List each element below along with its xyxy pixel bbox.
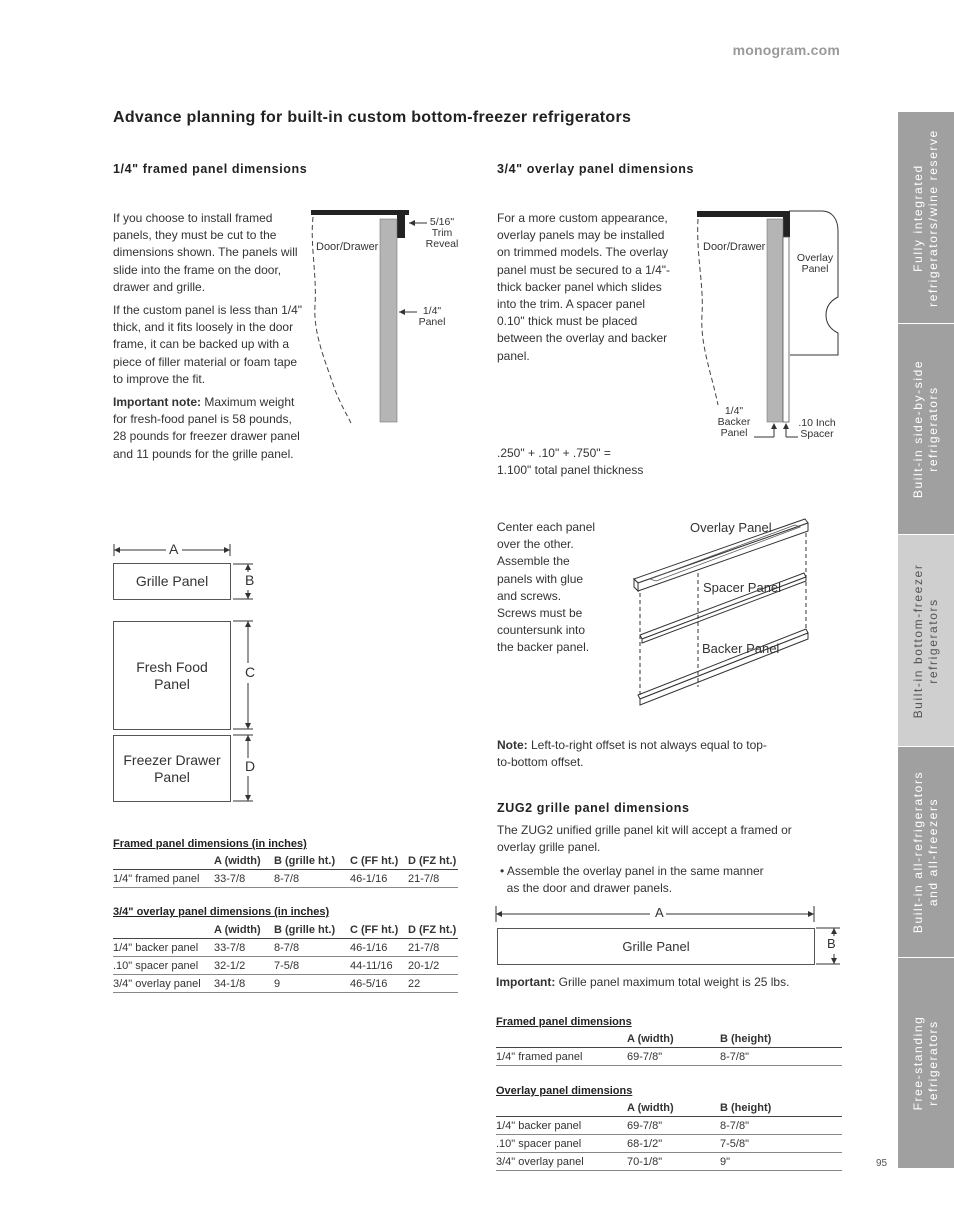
note-text: Left-to-right offset is not always equal to top-to-bottom offset. [497, 738, 767, 770]
framed-text [113, 210, 303, 469]
table-header-cell: A (width) [627, 1030, 720, 1048]
table-cell: 32-1/2 [214, 957, 274, 975]
zug2-paragraph: The ZUG2 unified grille panel kit will accept a framed or overlay grille panel. [497, 823, 792, 855]
dimension-c-label: C [245, 664, 256, 680]
table-row [496, 1048, 842, 1066]
table-row [496, 1117, 842, 1135]
page-title: Advance planning for built-in custom bottom-freezer refrigerators [113, 109, 632, 126]
important-label: Important: [496, 975, 556, 989]
page-number: 95 [876, 1158, 888, 1169]
grille-panel-box: Grille Panel [113, 563, 231, 600]
table-cell: 33-7/8 [214, 870, 274, 888]
tab-label: Built-in side-by-side refrigerators [911, 359, 940, 499]
tab-fully-integrated[interactable] [898, 112, 954, 324]
table-header-cell [496, 1099, 627, 1117]
table-header-cell [113, 921, 214, 939]
table-cell: 1/4" framed panel [496, 1048, 627, 1066]
table-row [113, 870, 458, 888]
important-note-text: Maximum weight for fresh-food panel is 58 pounds, 28 pounds for freezer drawer panel and 11 pounds for the grille panel. [113, 395, 300, 461]
table-cell: 9" [720, 1153, 842, 1171]
tab-free-standing[interactable] [898, 958, 954, 1169]
table-row [113, 975, 458, 993]
overlay-paragraph: For a more custom appearance, overlay panels may be installed on trimmed models. The overlay panel must be secured to a 1/4"-thick backer panel which slides into the trim. A spacer panel 0.10" thick must be placed between the overlay and backer panel. [497, 211, 671, 363]
note-label: Note: [497, 738, 528, 752]
table-header-cell: A (width) [627, 1099, 720, 1117]
overlay-door-drawer-label: Door/Drawer [703, 241, 766, 253]
overlay-heading: 3/4" overlay panel dimensions [497, 162, 695, 176]
dimension-a-label: A [169, 541, 179, 557]
table-cell: 8-7/8 [274, 870, 350, 888]
zug2-grille-panel-box: Grille Panel [497, 928, 815, 965]
tab-label: Fully integrated refrigerators/wine reserve [911, 128, 940, 307]
overlay-panel-label: Overlay Panel [796, 252, 834, 275]
site-url[interactable]: monogram.com [732, 42, 840, 58]
table-cell: 9 [274, 975, 350, 993]
spacer-label: .10 Inch Spacer [798, 417, 836, 440]
table-header-cell: D (FZ ht.) [408, 921, 458, 939]
dimension-d-label: D [245, 758, 256, 774]
table-cell: 46-5/16 [350, 975, 408, 993]
table-header-cell: D (FZ ht.) [408, 852, 458, 870]
table-row [113, 939, 458, 957]
table-header-cell: B (grille ht.) [274, 852, 350, 870]
framed-paragraph-2: If the custom panel is less than 1/4" thick, and it fits loosely in the door frame, it can be backed up with a piece of filler material or foam tape to improve the fit. [113, 303, 303, 386]
table-cell: .10" spacer panel [113, 957, 214, 975]
framed-paragraph-3 [113, 394, 303, 463]
tab-side-by-side[interactable] [898, 324, 954, 535]
tab-label: Built-in all-refrigerators and all-freezers [911, 770, 940, 934]
table-cell: 46-1/16 [350, 939, 408, 957]
table-cell: 3/4" overlay panel [496, 1153, 627, 1171]
table-row [496, 1135, 842, 1153]
table-cell: 7-5/8" [720, 1135, 842, 1153]
table-cell: 8-7/8" [720, 1117, 842, 1135]
framed-table-caption: Framed panel dimensions (in inches) [113, 838, 307, 850]
tab-label: Built-in bottom-freezer refrigerators [911, 563, 940, 718]
table-cell: 44-11/16 [350, 957, 408, 975]
table-cell: 8-7/8 [274, 939, 350, 957]
table-cell: 70-1/8" [627, 1153, 720, 1171]
table-cell: 20-1/2 [408, 957, 458, 975]
table-cell: 1/4" backer panel [496, 1117, 627, 1135]
table-header-cell: C (FF ht.) [350, 852, 408, 870]
table-row [496, 1153, 842, 1171]
table-cell: 46-1/16 [350, 870, 408, 888]
assembly-instructions: Center each panel over the other. Assemble the panels with glue and screws. Screws must be countersunk into the backer panel. [497, 520, 596, 655]
table-row [113, 957, 458, 975]
table-cell: 1/4" framed panel [113, 870, 214, 888]
table-header-cell: B (height) [720, 1030, 842, 1048]
tab-label: Free-standing refrigerators [911, 1015, 940, 1111]
table-cell: 3/4" overlay panel [113, 975, 214, 993]
table-cell: 69-7/8" [627, 1117, 720, 1135]
table-cell: 21-7/8 [408, 939, 458, 957]
table-cell: 21-7/8 [408, 870, 458, 888]
zug2-heading: ZUG2 grille panel dimensions [497, 801, 690, 815]
table-header-cell [496, 1030, 627, 1048]
zug2-important [496, 974, 789, 991]
table-cell: 68-1/2" [627, 1135, 720, 1153]
table-cell: 22 [408, 975, 458, 993]
table-header-cell: A (width) [214, 852, 274, 870]
zug2-framed-table [496, 1030, 842, 1066]
framed-door-drawer-label: Door/Drawer [316, 241, 379, 253]
table-cell: 33-7/8 [214, 939, 274, 957]
table-cell: 69-7/8" [627, 1048, 720, 1066]
iso-overlay-label: Overlay Panel [690, 520, 772, 535]
zug2-bullet: • Assemble the overlay panel in the same manner as the door and drawer panels. [500, 864, 764, 896]
overlay-table-caption: 3/4" overlay panel dimensions (in inches) [113, 906, 330, 918]
zug2-framed-table-caption: Framed panel dimensions [496, 1016, 632, 1028]
overlay-dimensions-table [113, 921, 458, 993]
zug2-dimension-a-label: A [655, 905, 664, 920]
thickness-equation: .250" + .10" + .750" = 1.100" total panel thickness [497, 446, 644, 478]
tab-all-refrigerators[interactable] [898, 747, 954, 958]
freezer-drawer-panel-box: Freezer Drawer Panel [113, 735, 231, 802]
table-cell: .10" spacer panel [496, 1135, 627, 1153]
framed-heading: 1/4" framed panel dimensions [113, 162, 308, 176]
table-cell: 8-7/8" [720, 1048, 842, 1066]
framed-dimensions-table [113, 852, 458, 888]
table-cell: 1/4" backer panel [113, 939, 214, 957]
important-text: Grille panel maximum total weight is 25 lbs. [555, 975, 790, 989]
table-header-cell: A (width) [214, 921, 274, 939]
framed-paragraph-1: If you choose to install framed panels, they must be cut to the dimensions shown. The panels will slide into the frame on the door, drawer and grille. [113, 211, 298, 294]
iso-spacer-label: Spacer Panel [703, 580, 782, 595]
table-header-cell: B (height) [720, 1099, 842, 1117]
table-header-cell: B (grille ht.) [274, 921, 350, 939]
table-header-cell [113, 852, 214, 870]
tab-bottom-freezer[interactable] [898, 535, 954, 747]
important-note-label: Important note: [113, 395, 201, 410]
table-cell: 7-5/8 [274, 957, 350, 975]
table-cell: 34-1/8 [214, 975, 274, 993]
table-header-cell: C (FF ht.) [350, 921, 408, 939]
zug2-dimension-b-label: B [827, 936, 836, 951]
framed-panel-label: 1/4" Panel [418, 305, 446, 328]
dimension-b-label: B [245, 572, 255, 588]
iso-backer-label: Backer Panel [702, 641, 780, 656]
zug2-overlay-table [496, 1099, 842, 1171]
backer-panel-label: 1/4" Backer Panel [717, 405, 751, 439]
fresh-food-panel-box: Fresh Food Panel [113, 621, 231, 730]
offset-note [497, 737, 767, 771]
isometric-panels-diagram [630, 515, 815, 715]
trim-reveal-label: 5/16" Trim Reveal [425, 216, 459, 250]
zug2-overlay-table-caption: Overlay panel dimensions [496, 1085, 633, 1097]
